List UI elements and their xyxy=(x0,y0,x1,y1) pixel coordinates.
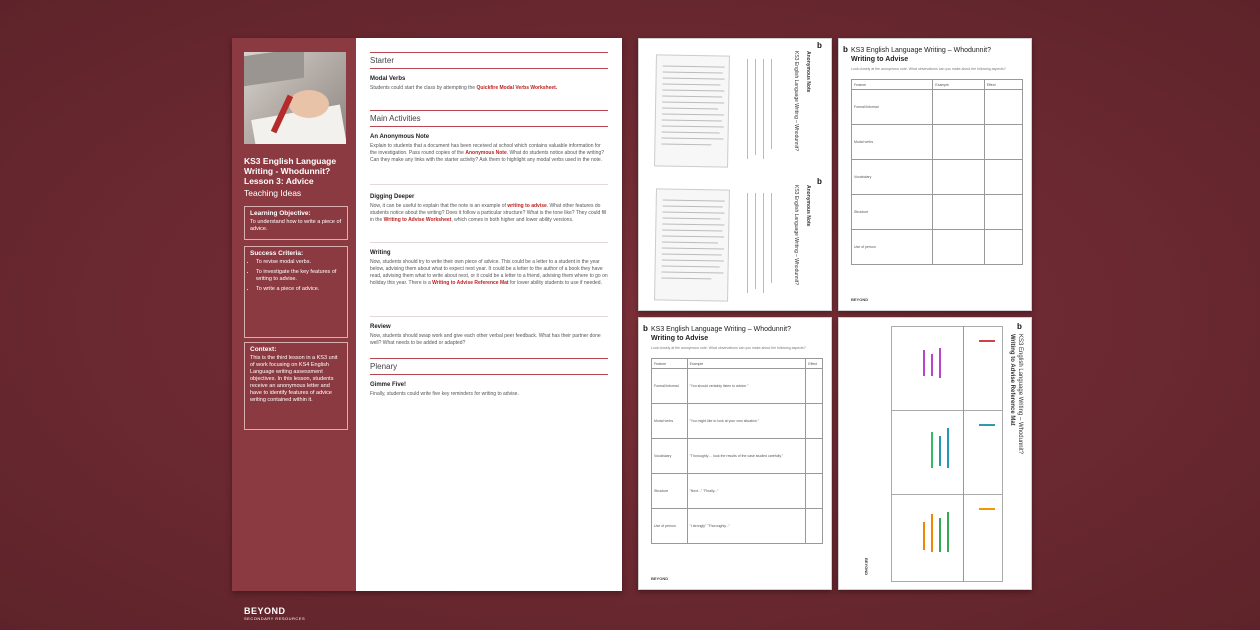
criteria-item: • To revise modal verbs. xyxy=(256,259,342,266)
context-text: This is the third lesson in a KS3 unit of work focusing on KS4 English Language writing assessment objectives. In this lesson, students receive an anonymous letter and have to identify features of advice writing contained within it. xyxy=(250,355,338,403)
criteria-item: • To investigate the key features of writing to advise. xyxy=(256,269,342,283)
sheet-title: KS3 English Language Writing – Whodunnit? Writing to Advise xyxy=(851,47,991,63)
beyond-b-icon: b xyxy=(1017,322,1022,331)
criteria-item: • To write a piece of advice. xyxy=(256,286,342,293)
sheet-footer: BEYOND xyxy=(864,558,869,576)
item-anonymous-note: An Anonymous Note Explain to students that a document has been received at school which contains valuable information for the investigation. Pass round copies of the Anonymous Note. What do students notice about the writing? Can they make any links with the starter activity? Ask them to highlight any modal verbs used in the note. xyxy=(370,134,605,163)
success-criteria-box xyxy=(244,246,348,338)
objective-heading: Learning Objective: xyxy=(250,210,311,217)
advise-table: Feature Example Effect Formal/Informal Modal verbs Vocabulary Structure Use of person xyxy=(851,79,1023,265)
note-paper xyxy=(654,54,730,167)
lesson-title: KS3 English Language Writing - Whodunnit? Lesson 3: Advice xyxy=(244,156,337,186)
teaching-ideas-page xyxy=(232,38,622,621)
beyond-b-icon: b xyxy=(843,45,848,54)
advise-table: Feature Example Effect Formal/Informal "You should certainly listen to advice." Modal verbs "You might like to look at your own situation." Vocabulary "Thoroughly ... look the results of the case studied carefully." Structure "Next..." "Finally..." Use of person "I strongly" "Thoroughly..." xyxy=(651,358,823,544)
sheet-footer: BEYOND xyxy=(851,297,869,302)
mat-subtitle: Writing to Advise Reference Mat xyxy=(1009,334,1015,426)
reference-mat-sheet xyxy=(838,317,1032,590)
criteria-heading: Success Criteria: xyxy=(250,250,304,257)
learning-objective-box xyxy=(244,206,348,240)
item-gimme-five: Gimme Five! Finally, students could write five key reminders for writing to advise. xyxy=(370,382,519,397)
note-title: Anonymous Note xyxy=(805,185,811,227)
beyond-b-icon: b xyxy=(817,41,822,50)
item-review: Review Now, students should swap work and give each other verbal peer feedback. What has their partner done well? What needs to be added or adapted? xyxy=(370,324,601,346)
beyond-logo: BEYOND SECONDARY RESOURCES xyxy=(244,606,306,621)
context-heading: Context: xyxy=(250,346,277,353)
beyond-b-icon: b xyxy=(817,177,822,186)
sheet-intro: Look closely at the anonymous note. What observations can you make about the following aspects? xyxy=(651,346,806,350)
context-box xyxy=(244,342,348,430)
beyond-b-icon: b xyxy=(643,324,648,333)
sheet-intro: Look closely at the anonymous note. What observations can you make about the following aspects? xyxy=(851,67,1006,71)
sheet-footer: BEYOND xyxy=(651,576,669,581)
item-writing: Writing Now, students should try to write their own piece of advice. This could be a letter to a student in the year below, advising them about what to expect next year. It could be a letter to the author of a book they have read, advising them what to write about next, or it could be a letter to a friend, advising them where to go on holiday this year. There is a Writing to Advise Reference Mat for lower ability students to use if needed. xyxy=(370,250,608,286)
lesson-sidebar xyxy=(232,38,356,621)
item-digging-deeper: Digging Deeper Now, it can be useful to explain that the note is an example of writing to advise. What other features do students notice about the writing? Does it follow a particular structure? What is the tone like? They could fill in the Writing to Advise Worksheet, which comes in both higher and lower ability versions. xyxy=(370,194,607,223)
anonymous-note-sheet xyxy=(638,38,832,311)
sheet-title: KS3 English Language Writing – Whodunnit? Writing to Advise xyxy=(651,326,791,342)
section-main-activities: Main Activities xyxy=(370,110,608,127)
section-plenary: Plenary xyxy=(370,358,608,375)
note-header: KS3 English Language Writing – Whodunnit? xyxy=(793,185,799,285)
note-title: Anonymous Note xyxy=(805,51,811,93)
mat-title: KS3 English Language Writing – Whodunnit? xyxy=(1017,334,1023,454)
item-modal-verbs: Modal Verbs Students could start the class by attempting the Quickfire Modal Verbs Worksheet. xyxy=(370,76,558,91)
writing-to-advise-answers-sheet xyxy=(638,317,832,590)
section-starter: Starter xyxy=(370,52,608,69)
objective-text: To understand how to write a piece of advice. xyxy=(250,219,342,232)
lesson-photo xyxy=(244,52,346,144)
lesson-subtitle: Teaching Ideas xyxy=(244,188,302,198)
writing-to-advise-blank-sheet xyxy=(838,38,1032,311)
note-header: KS3 English Language Writing – Whodunnit? xyxy=(793,51,799,151)
lesson-content xyxy=(356,38,622,591)
note-paper xyxy=(654,188,730,301)
